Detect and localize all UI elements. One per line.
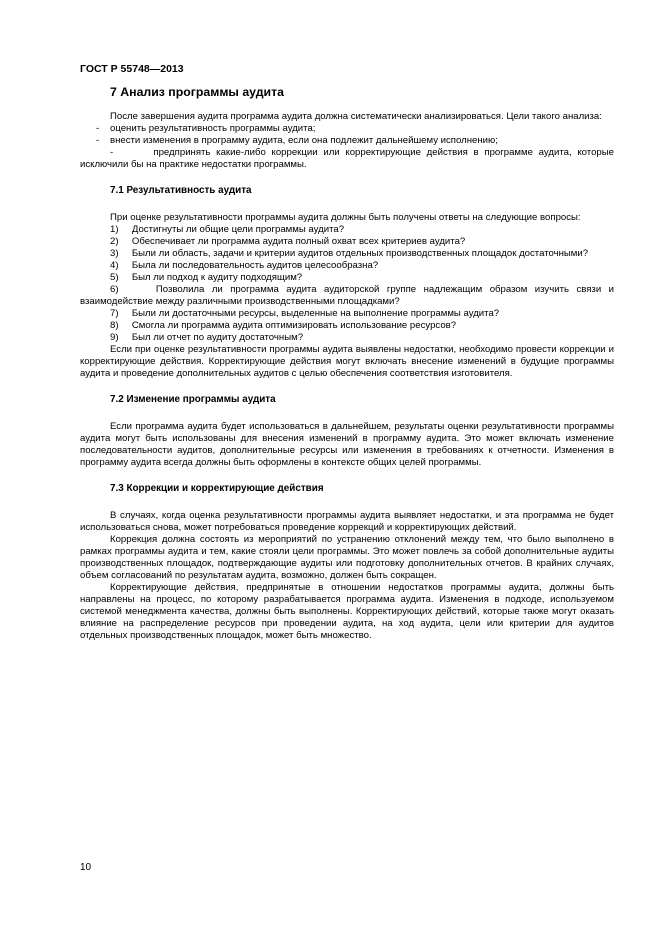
section-7-3-paragraph: В случаях, когда оценка результативности программы аудита выявляет недостатки, и эта программа не будет использоваться снова, может потребоваться проведение коррекций и корректирующих действий. — [80, 510, 614, 533]
question-item: 8) Смогла ли программа аудита оптимизировать использование ресурсов? — [110, 320, 457, 331]
bullet-dash: - — [80, 123, 100, 134]
section-7-title: 7 Анализ программы аудита — [110, 85, 284, 99]
section-7-1-closing: Если при оценке результативности программы аудита выявлены недостатки, необходимо провести коррекции и корректирующие действия. Корректирующие действия могут включать внесение изменений в будущие программы аудита и проведение дополнительных аудитов с целью обеспечения соответствия изготовителя. — [80, 344, 614, 379]
question-item: 1) Достигнуты ли общие цели программы аудита? — [110, 224, 345, 235]
list-item — [80, 135, 614, 147]
section-7-3-paragraph: Коррекция должна состоять из мероприятий по устранению отклонений между тем, что было выполнено в рамках программы аудита и тем, какие стояли цели программы. Это может повлечь за собой дополнительные аудиты производственных площадок, подтверждающие аудиты или подготовку дополнительных отчетов. В крайних случаях, объем согласований по результатам аудита, возможно, должен быть сокращен. — [80, 534, 614, 581]
question-item: 2) Обеспечивает ли программа аудита полный охват всех критериев аудита? — [110, 236, 466, 247]
question-item: 9) Был ли отчет по аудиту достаточным? — [110, 332, 304, 343]
question-item: 5) Был ли подход к аудиту подходящим? — [110, 272, 303, 283]
bullet-dash: - — [80, 135, 100, 146]
question-item: 4) Была ли последовательность аудитов целесообразна? — [110, 260, 379, 271]
section-7-1-intro: При оценке результативности программы аудита должны быть получены ответы на следующие вопросы: — [110, 212, 581, 223]
list-item-text: оценить результативность программы аудита; — [110, 123, 316, 134]
section-7-2-text: Если программа аудита будет использоваться в дальнейшем, результаты оценки результативности программы аудита могут быть использованы для внесения изменений в программу аудита. Это может включать изменение последовательности аудитов, дополнительные ресурсы или изменения в требованиях к отчетности. Изменения в программу аудита всегда должны быть оформлены в контексте общих целей программы. — [80, 421, 614, 468]
page-number: 10 — [80, 862, 92, 873]
section-7-3-title: 7.3 Коррекции и корректирующие действия — [110, 483, 324, 494]
section-7-intro: После завершения аудита программа аудита должна систематически анализироваться. Цели такого анализа: — [110, 111, 602, 122]
list-item-text: внести изменения в программу аудита, если она подлежит дальнейшему исполнению; — [110, 135, 498, 146]
list-item: - предпринять какие-либо коррекции или корректирующие действия в программе аудита, которые исключили бы на практике недостатки программы. — [80, 147, 614, 170]
list-item — [80, 123, 614, 135]
list-item-text: предпринять какие-либо коррекции или корректирующие действия в программе аудита, которые исключили бы на практике недостатки программы. — [80, 147, 614, 170]
section-7-1-title: 7.1 Результативность аудита — [110, 185, 252, 196]
section-7-3-paragraph: Корректирующие действия, предпринятые в отношении недостатков программы аудита, должны быть направлены на процесс, по которому разрабатывается программа аудита. Изменения в подходе, используемом системой менеджмента качества, должны быть выполнены. Корректирующих действий, которые также могут оказать влияние на распределение ресурсов при проведении аудита, на ход аудита, цели или критерии для аудитов отдельных производственных площадок, может быть множество. — [80, 582, 614, 641]
document-header: ГОСТ Р 55748—2013 — [80, 63, 184, 75]
question-item: 6) Позволила ли программа аудита аудиторской группе надлежащим образом изучить связи и взаимодействие между различными производственными площадками? — [80, 284, 614, 307]
question-item: 3) Были ли область, задачи и критерии аудитов отдельных производственных площадок достаточными? — [110, 248, 589, 259]
section-7-2-title: 7.2 Изменение программы аудита — [110, 394, 276, 405]
document-body — [80, 86, 614, 642]
question-item: 7) Были ли достаточными ресурсы, выделенные на выполнение программы аудита? — [110, 308, 500, 319]
